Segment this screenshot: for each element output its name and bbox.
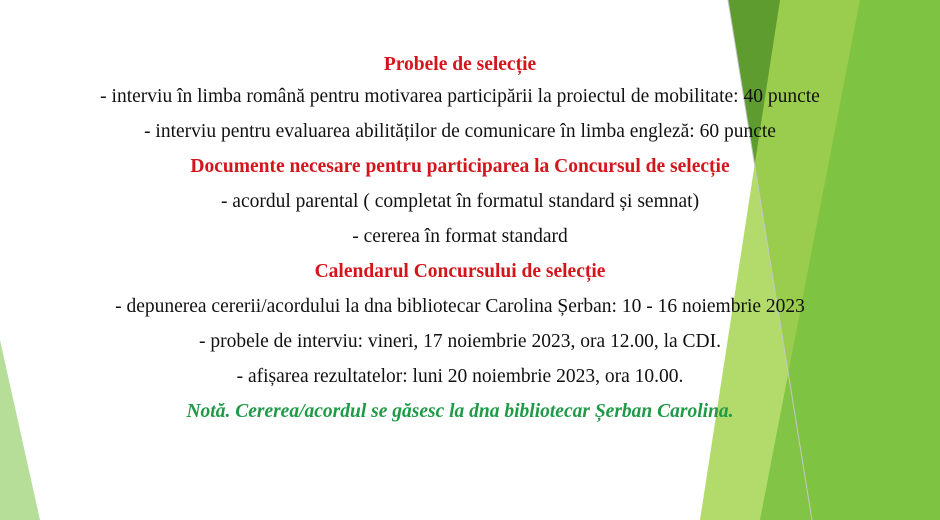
item-acord-parental: - acordul parental ( completat în formatul standard și semnat)	[220, 191, 700, 212]
item-interviu-romana: - interviu în limba română pentru motivarea participării la proiectul de mobilitate: 40 puncte	[100, 86, 820, 107]
section-heading-probe: Probele de selecție	[383, 54, 537, 75]
note-text: Notă. Cererea/acordul se găsesc la dna bibliotecar Șerban Carolina.	[186, 401, 734, 422]
item-cerere: - cererea în format standard	[352, 226, 568, 247]
section-heading-calendar: Calendarul Concursului de selecție	[314, 261, 606, 282]
item-depunere: - depunerea cererii/acordului la dna bibliotecar Carolina Șerban: 10 - 16 noiembrie 2023	[115, 296, 805, 317]
item-rezultate: - afișarea rezultatelor: luni 20 noiembrie 2023, ora 10.00.	[236, 366, 684, 387]
item-interviu-data: - probele de interviu: vineri, 17 noiembrie 2023, ora 12.00, la CDI.	[198, 331, 722, 352]
item-interviu-engleza: - interviu pentru evaluarea abilităților de comunicare în limba engleză: 60 puncte	[144, 121, 776, 142]
slide-content	[0, 52, 920, 425]
section-heading-documente: Documente necesare pentru participarea la Concursul de selecție	[190, 156, 730, 177]
